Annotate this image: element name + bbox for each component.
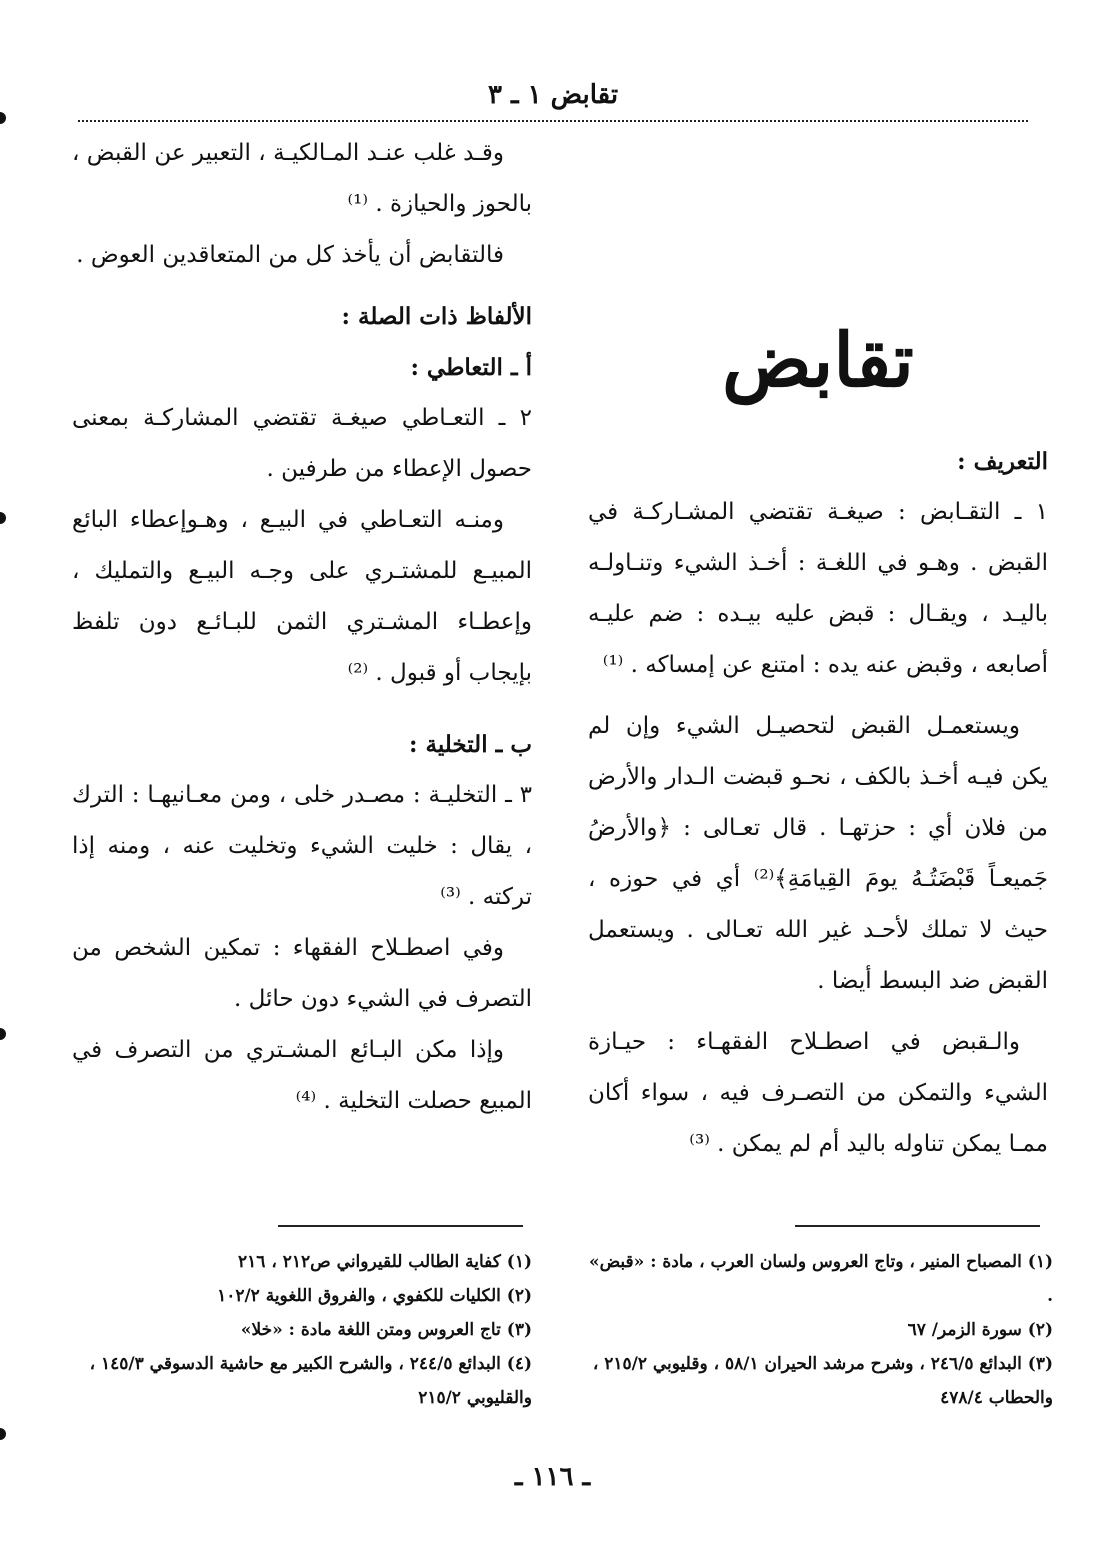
- footnote: (٣) تاج العروس ومتن اللغة مادة : «خلا»: [240, 1320, 532, 1340]
- left-paragraph-6: وفي اصطـلاح الفقهاء : تمكين الشخص من التصرف في الشيء دون حائل .: [72, 935, 532, 1012]
- binding-mark: [0, 1028, 6, 1040]
- binding-mark: [0, 512, 6, 524]
- footnote: (١) المصباح المنير ، وتاج العروس ولسان العرب ، مادة : «قبض» .: [588, 1252, 1053, 1306]
- subheading-taati: أ ـ التعاطي :: [410, 354, 532, 381]
- definition-paragraph-3: والـقبض في اصطـلاح الفقهـاء : حيـازة الشيء والتمكن من التصـرف فيه ، سواء أكان ممـا يمكن تناوله باليد أم لم يمكن . ⁽³⁾: [588, 1029, 1048, 1157]
- page-number: ـ ١١٦ ـ: [514, 1462, 591, 1492]
- definition-paragraph-2: ويستعمـل القبض لتحصيـل الشيء وإن لم يكن فيـه أخـذ بالكف ، نحـو قبضت الـدار والأرض من فلان أي : حزتهـا . قال تعـالى : ﴿والأرضُ جَميعـاً قَبْضَتُـهُ يومَ القِيامَةِ﴾⁽²⁾ أي في حوزه ، حيث لا تملك لأحـد غير الله تعـالى . ويستعمل القبض ضد البسط أيضا .: [588, 713, 1048, 994]
- left-paragraph-3: ٢ ـ التعـاطي صيغـة تقتضي المشاركـة بمعنى حصول الإعطاء من طرفين .: [72, 405, 532, 482]
- footnote: (٤) البدائع ٢٤٤/٥ ، والشرح الكبير مع حاشية الدسوقي ١٤٥/٣ ، والقليوبي ٢١٥/٢: [89, 1354, 532, 1408]
- footnotes-left: [66, 1245, 532, 1415]
- left-paragraph-1: وقـد غلب عنـد المـالكيـة ، التعبير عن القبض ، بالحوز والحيازة . ⁽¹⁾: [72, 140, 532, 217]
- running-header: تقابض ١ ـ ٣: [487, 80, 619, 110]
- footnote: (٢) سورة الزمر/ ٦٧: [907, 1320, 1053, 1340]
- footnotes-right: [583, 1245, 1053, 1415]
- right-column: [588, 128, 1048, 1170]
- left-paragraph-5: ٣ ـ التخليـة : مصـدر خلى ، ومن معـانيهـا : الترك ، يقال : خليت الشيء وتخليت عنه ، ومنه إذا تركته . ⁽³⁾: [72, 782, 532, 910]
- footnote-rule-left: [278, 1225, 523, 1227]
- subheading-takhliya: ب ـ التخلية :: [409, 731, 532, 758]
- left-paragraph-7: وإذا مكن البـائع المشـتري من التصرف في المبيع حصلت التخلية . ⁽⁴⁾: [72, 1037, 532, 1114]
- left-paragraph-4: ومنـه التعـاطي في البيـع ، وهـوإعطاء البائع المبيـع للمشتـري على وجـه البيـع والتمليك ، وإعطـاء المشـتري الثمن للبـائـع دون تلفظ بإيجاب أو قبول . ⁽²⁾: [72, 507, 532, 686]
- footnote: (٣) البدائع ٢٤٦/٥ ، وشرح مرشد الحيران ٥٨/١ ، وقليوبي ٢١٥/٢ ، والحطاب ٤٧٨/٤: [592, 1354, 1053, 1408]
- left-column: [72, 128, 532, 1127]
- binding-mark: [0, 1428, 6, 1440]
- definition-paragraph-1: ١ ـ التقـابض : صيغـة تقتضي المشـاركـة في القبض . وهـو في اللغـة : أخـذ الشيء وتنـاولـه باليـد ، ويقـال : قبض عليه بيـده : ضم عليـه أصابعه ، وقبض عنه يده : امتنع عن إمساكه . ⁽¹⁾: [588, 499, 1048, 678]
- footnote: (١) كفاية الطالب للقيرواني ص٢١٢ ، ٢١٦: [238, 1252, 532, 1272]
- definition-heading: التعريف :: [957, 448, 1048, 475]
- entry-title: تقابض: [722, 318, 914, 404]
- related-terms-heading: الألفاظ ذات الصلة :: [341, 303, 532, 330]
- footnote: (٢) الكليات للكفوي ، والفروق اللغوية ١٠٢/٢: [217, 1286, 532, 1306]
- footnote-rule-right: [795, 1225, 1040, 1227]
- binding-mark: [0, 112, 6, 124]
- header-dotted-rule: [78, 120, 1028, 122]
- left-paragraph-2: فالتقابض أن يأخذ كل من المتعاقدين العوض .: [76, 242, 504, 268]
